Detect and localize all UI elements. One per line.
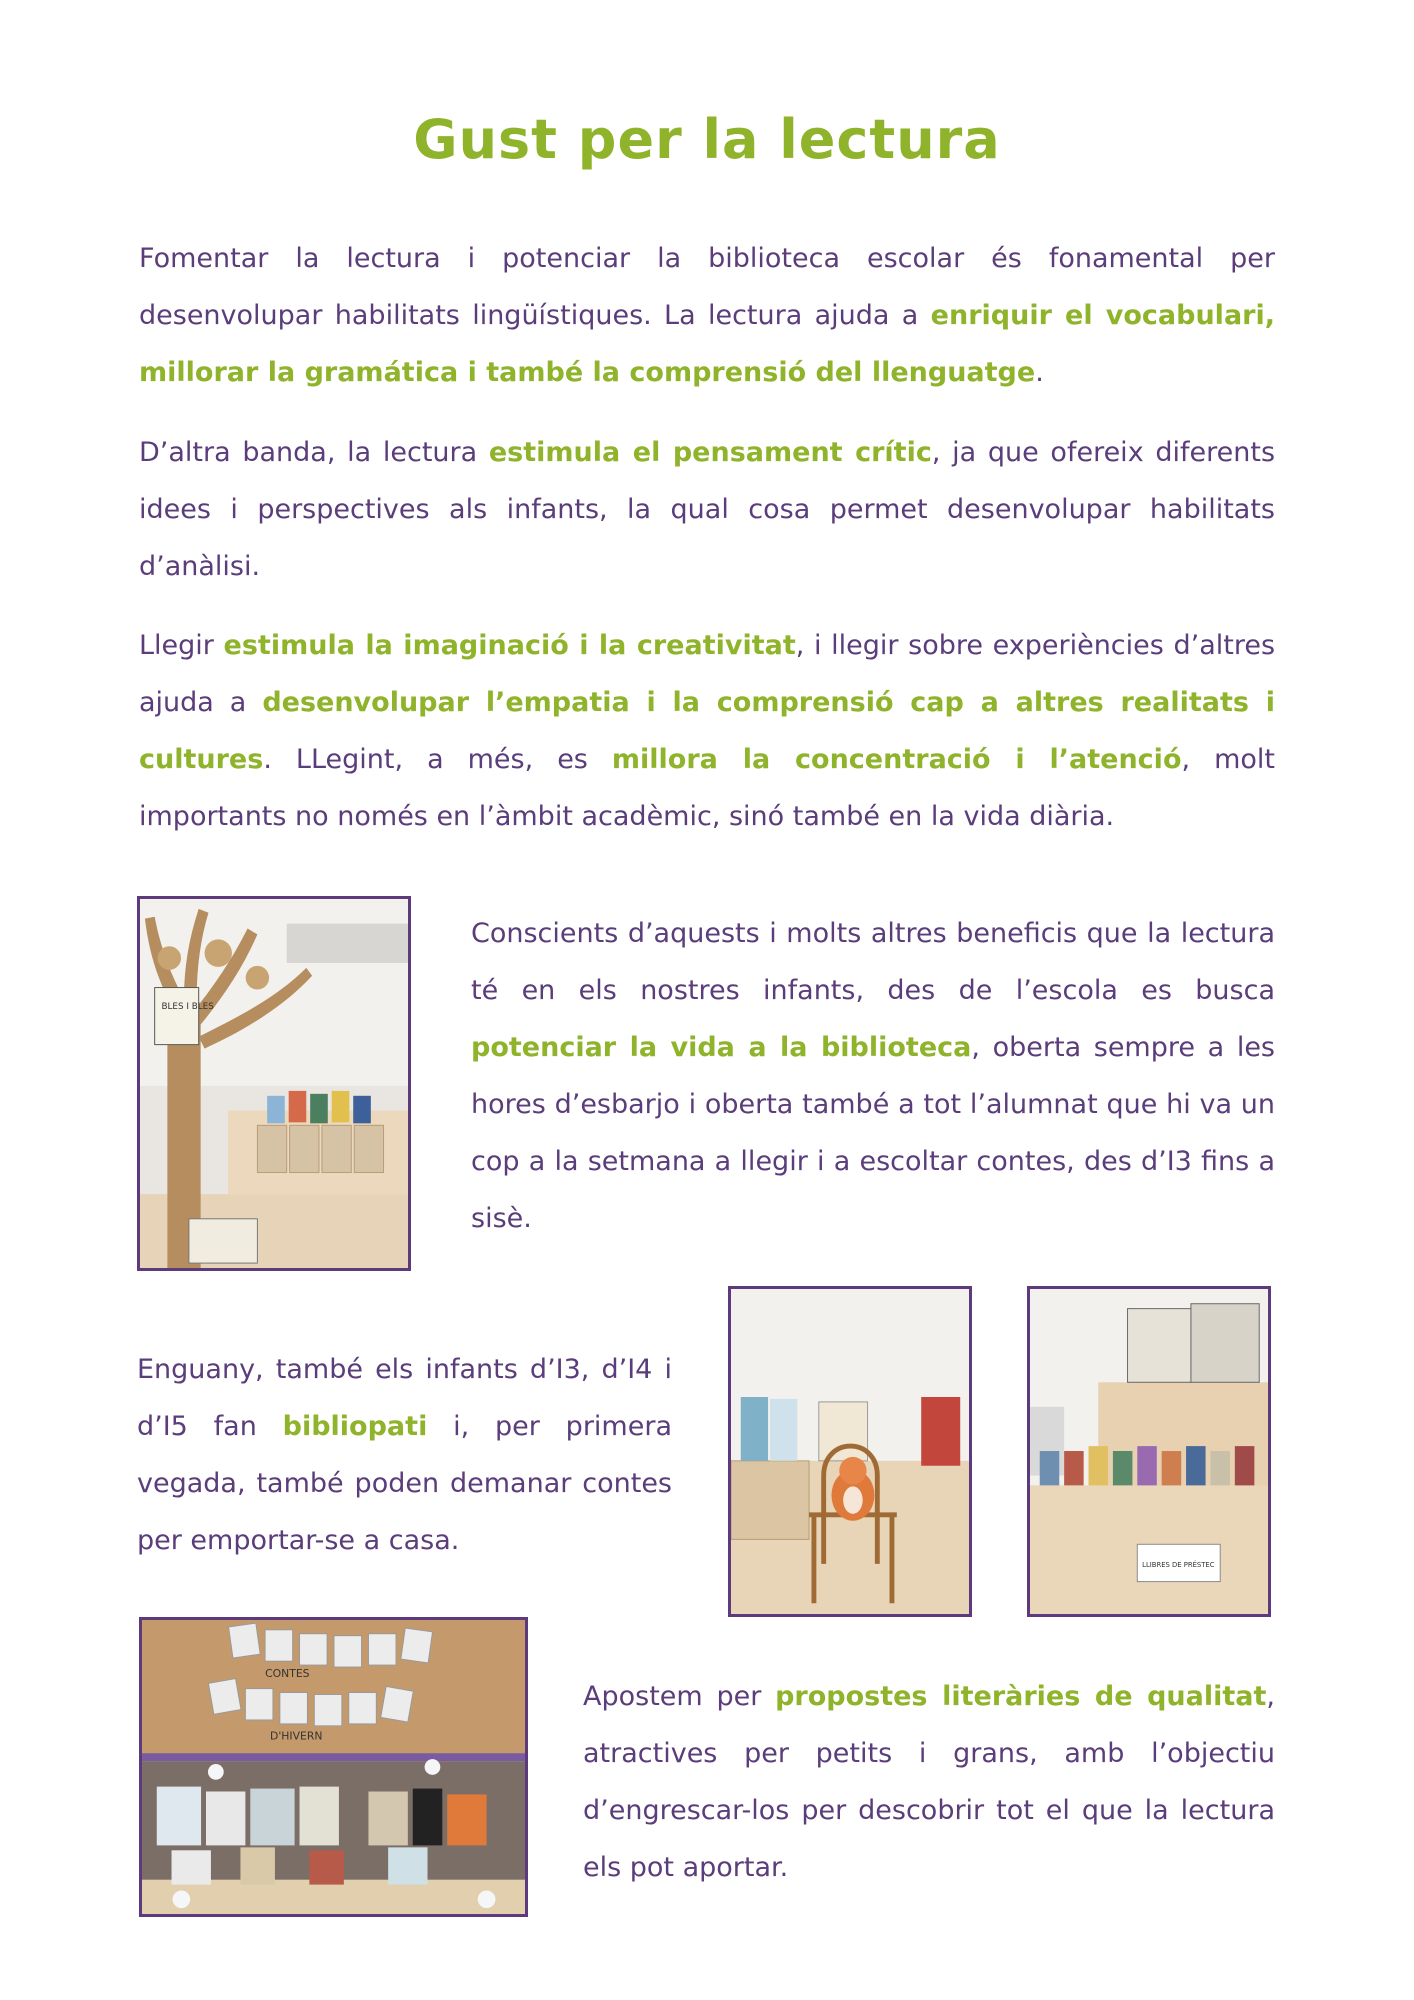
photo4-banner-top: CONTES	[265, 1666, 310, 1680]
photo3-sign-text: LLIBRES DE PRÉSTEC	[1142, 1560, 1215, 1569]
p5-text-a: Enguany, també els infants d’I3, d’I4 i d’I5 fan	[137, 1354, 672, 1442]
photo-winter-stories-image	[142, 1620, 525, 1914]
p3-highlight-3: millora la concentració i l’atenció	[611, 744, 1182, 775]
paragraph-1	[139, 230, 1275, 401]
paragraph-4	[471, 905, 1275, 1247]
photo-book-boxes-image	[1030, 1289, 1268, 1614]
p1-highlight-1: enriquir el vocabulari, millorar la gramática i també la comprensió del llenguatge	[139, 300, 1275, 388]
p3-highlight-1: estimula la imaginació i la creativitat	[223, 630, 796, 661]
p2-text-b: , ja que ofereix diferents idees i perspectives als infants, la qual cosa permet desenvolupar habilitats d’anàlisi.	[139, 437, 1276, 582]
p3-text-a: Llegir	[139, 630, 224, 661]
photo-library-tree-image	[140, 899, 408, 1268]
p4-text-b: , oberta sempre a les hores d’esbarjo i oberta també a tot l’alumnat que hi va un cop a la setmana a llegir i a escoltar contes, des d’I3 fins a sisè.	[471, 1032, 1275, 1234]
photo-library-tree	[137, 896, 411, 1271]
p5-highlight-1: bibliopati	[282, 1411, 428, 1442]
p1-text-b: .	[1035, 357, 1044, 388]
p3-highlight-2: desenvolupar l’empatia i la comprensió cap a altres realitats i cultures	[139, 687, 1275, 775]
photo4-banner-bottom: D'HIVERN	[269, 1729, 323, 1743]
p2-highlight-1: estimula el pensament crític	[488, 437, 932, 468]
page-title: Gust per la lectura	[413, 108, 1001, 171]
p1-text-a: Fomentar la lectura i potenciar la biblioteca escolar és fonamental per desenvolupar habilitats lingüístiques. La lectura ajuda a	[139, 243, 1275, 331]
p6-text-a: Apostem per	[583, 1681, 776, 1712]
p6-highlight-1: propostes literàries de qualitat	[775, 1681, 1267, 1712]
paragraph-3	[139, 617, 1275, 845]
paragraph-6	[583, 1668, 1275, 1896]
p2-text-a: D’altra banda, la lectura	[139, 437, 489, 468]
p3-text-d: , molt importants no només en l’àmbit acadèmic, sinó també en la vida diària.	[139, 744, 1276, 832]
photo1-book-text: BLES I BLES	[161, 1002, 214, 1013]
photo-book-boxes	[1027, 1286, 1271, 1617]
paragraph-2	[139, 424, 1275, 595]
photo-winter-stories	[139, 1617, 528, 1917]
photo-reading-chair	[728, 1286, 972, 1617]
p4-highlight-1: potenciar la vida a la biblioteca	[471, 1032, 972, 1063]
p3-text-c: . LLegint, a més, es	[263, 744, 612, 775]
p6-text-b: , atractives per petits i grans, amb l’objectiu d’engrescar-los per descobrir tot el que la lectura els pot aportar.	[583, 1681, 1276, 1883]
p3-text-b: , i llegir sobre experiències d’altres ajuda a	[139, 630, 1276, 718]
paragraph-5	[137, 1341, 672, 1569]
photo-reading-chair-image	[731, 1289, 969, 1614]
p5-text-b: i, per primera vegada, també poden demanar contes per emportar-se a casa.	[137, 1411, 672, 1556]
p4-text-a: Conscients d’aquests i molts altres beneficis que la lectura té en els nostres infants, des de l’escola es busca	[471, 918, 1275, 1006]
